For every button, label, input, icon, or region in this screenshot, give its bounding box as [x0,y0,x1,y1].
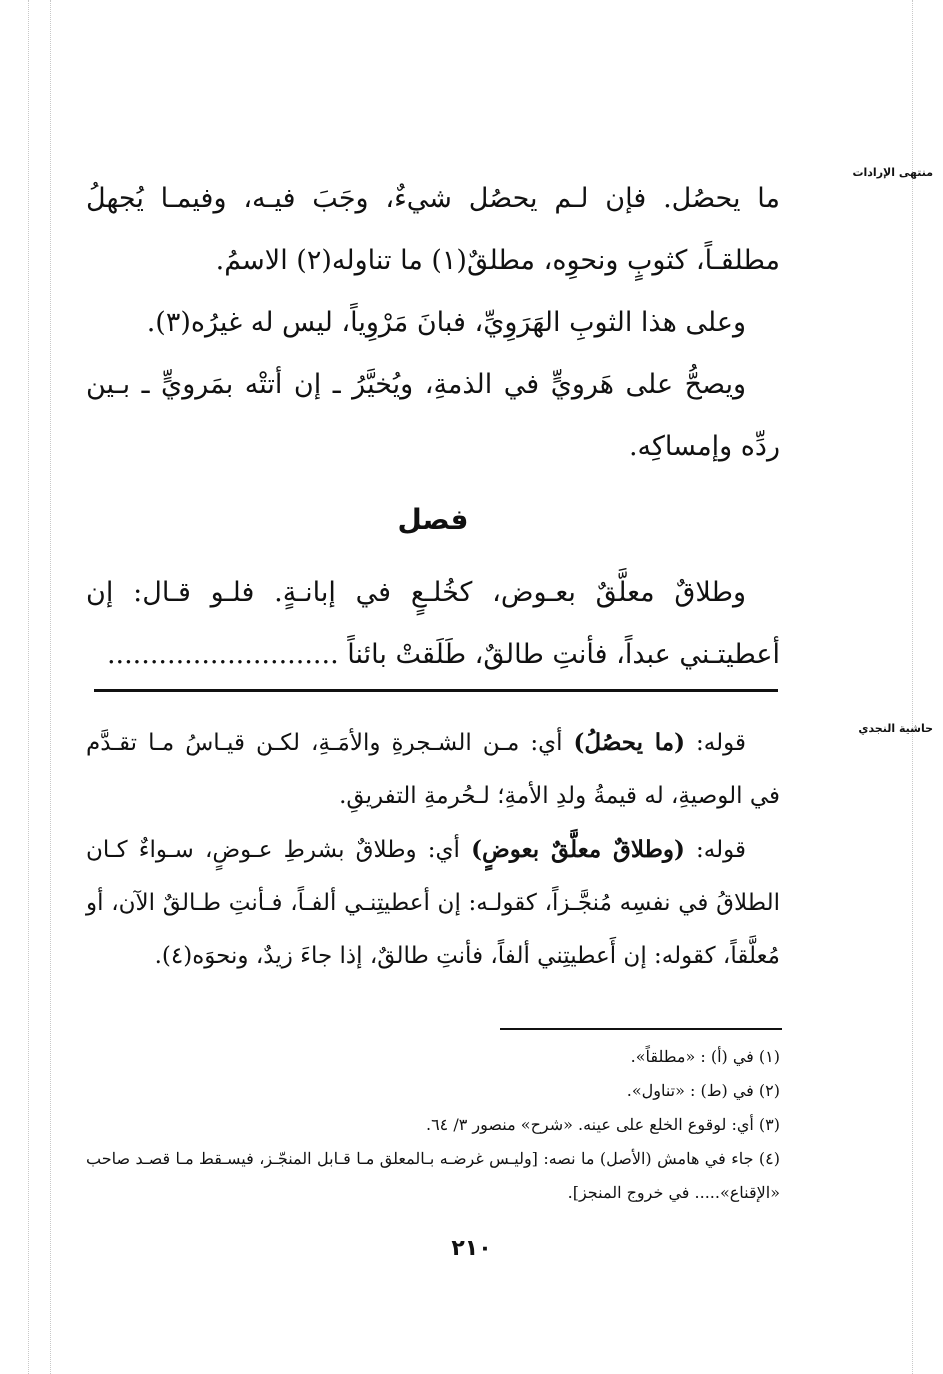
margin-label-book: منتهى الإرادات [852,166,933,179]
scan-guide-line [912,0,913,1374]
main-text [86,168,780,686]
main-paragraph-3: ويصحُّ على هَرويٍّ في الذمةِ، ويُخيَّرُ ـ إن أتتْه بمَرويٍّ ـ بـين ردِّه وإمساكِه. [86,369,780,462]
footnote-3: (٣) أي: لوقوع الخلع على عينه. «شرح» منصور ٣/ ٦٤. [425,1115,780,1134]
scan-guide-line [28,0,29,1374]
commentary-body: أي: وطلاقٌ بشرطِ عـوضٍ، سـواءٌ كـان الطلاقُ في نفسِه مُنجَّـزاً، كقولـه: إن أعطيتِنـي ألفـاً، فـأنتِ طـالقٌ الآن، أو مُعلَّقاً، كقوله: إن أَعطيتِني ألفاً، فأنتِ طالقٌ، إذا جاءَ زيدٌ، ونحوَه(٤). [86,837,780,969]
commentary-lead: قوله: [685,730,747,756]
commentary-text [86,716,780,983]
footnote-separator [500,1028,782,1030]
page-number: ٢١٠ [451,1236,492,1261]
section-title: فصل [397,503,469,536]
section-paragraph: وطلاقٌ معلَّقٌ بعـوض، كخُلـعٍ في إبانـةٍ. فلـو قـال: إن أعطيتـني عبداً، فأنتِ طالقٌ، طَلَقتْ بائناً ........................... [86,577,780,670]
margin-label-commentary: حاشية النجدي [858,722,933,735]
footnote-4: (٤) جاء في هامش (الأصل) ما نصه: [وليـس غرضـه بـالمعلق مـا قـابل المنجّـز، فيسـقط مـا قصـد صاحب «الإقناع»..... في خروج المنجز]. [86,1149,780,1202]
commentary-quote: (وطلاقٌ معلَّقٌ بعوضٍ) [471,836,685,863]
commentary-paragraph-2 [86,823,780,983]
scan-guide-line [50,0,51,1374]
main-paragraph-2: وعلى هذا الثوبِ الهَرَوِيِّ، فبانَ مَرْوِياً، ليس له غيرُه(٣). [146,307,746,338]
commentary-lead: قوله: [684,837,746,863]
commentary-body: أي: مـن الشـجرةِ والأمَـةِ، لكـن قيـاسُ مـا تقـدَّم في الوصيةِ، له قيمةُ ولدِ الأمةِ؛ لـحُرمةِ التفريقِ. [86,730,780,809]
footnote-1: (١) في (أ) : «مطلقاً». [630,1047,780,1066]
footnote-2: (٢) في (ط) : «تناول». [626,1081,780,1100]
text-commentary-divider [94,689,778,692]
commentary-quote: (ما يحصُلُ) [573,729,685,756]
main-paragraph-1: ما يحصُل. فإن لـم يحصُل شيءٌ، وجَبَ فيـه، وفيمـا يُجهلُ مطلقـاً، كثوبٍ ونحوِه، مطلقٌ(١) ما تناوله(٢) الاسمُ. [86,183,780,276]
commentary-paragraph-1 [86,716,780,823]
footnotes [86,1040,780,1210]
